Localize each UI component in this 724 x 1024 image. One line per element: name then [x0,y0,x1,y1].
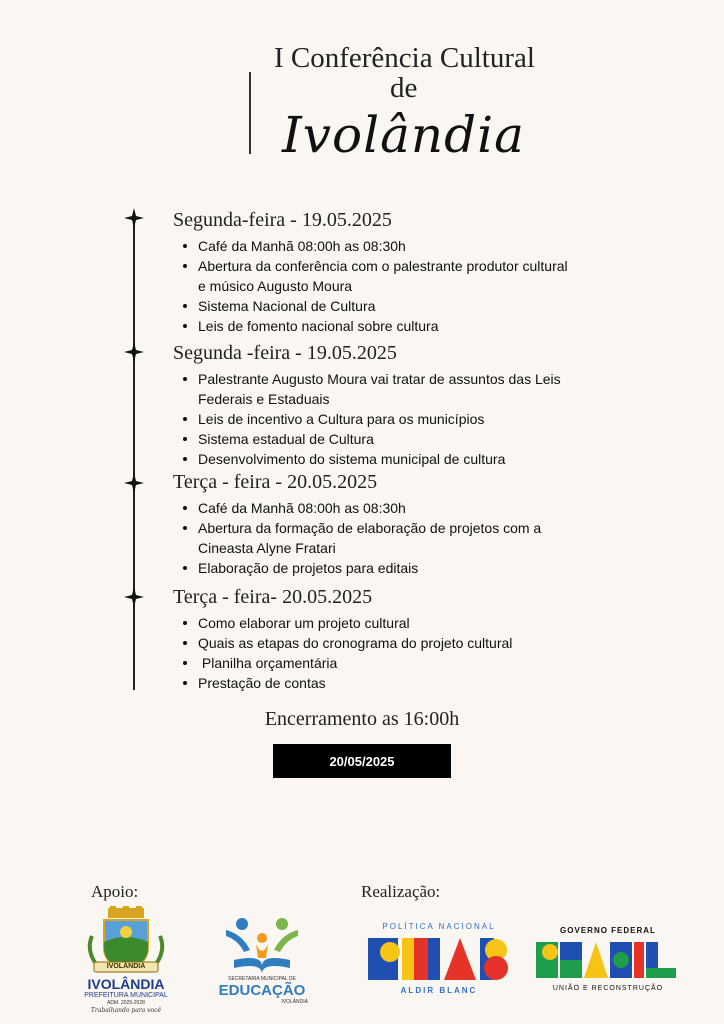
governo-top: GOVERNO FEDERAL [560,926,656,935]
educacao-logo [212,914,312,1010]
title-line-2: de [390,72,418,104]
realization-label: Realização: [361,882,441,901]
schedule-item: Sistema estadual de Cultura [173,429,568,449]
schedule-item: Desenvolvimento do sistema municipal de cultura [173,449,568,469]
schedule-item: Sistema Nacional de Cultura [173,296,568,316]
schedule-item: Abertura da formação de elaboração de projetos com a Cineasta Alyne Fratari [173,518,568,558]
title-city: Ivolândia [282,106,525,164]
schedule-day-1 [173,208,568,336]
governo-federal-logo [532,926,684,996]
ivolandia-name: IVOLÂNDIA [87,976,165,992]
schedule-item: Quais as etapas do cronograma do projeto cultural [173,633,568,653]
timeline-line [133,214,135,690]
schedule-item: Café da Manhã 08:00h as 08:30h [173,236,568,256]
schedule-items [173,369,568,469]
schedule-day-title: Segunda -feira - 19.05.2025 [173,342,397,364]
timeline-star-icon [124,473,144,493]
governo-bottom: UNIÃO E RECONSTRUÇÃO [552,985,664,992]
educacao-city: IVOLÂNDIA [281,999,308,1005]
schedule-item: Elaboração de projetos para editais [173,558,568,578]
schedule-item: Café da Manhã 08:00h as 08:30h [173,498,568,518]
schedule-item: Leis de fomento nacional sobre cultura [173,316,568,336]
schedule-item: Como elaborar um projeto cultural [173,613,568,633]
pnab-logo [366,922,512,998]
schedule-item: Prestação de contas [173,673,568,693]
schedule-day-title: Terça - feira - 20.05.2025 [173,471,378,493]
schedule-item: Abertura da conferência com o palestrante produtor cultural e músico Augusto Moura [173,256,568,296]
header-divider [249,72,251,154]
educacao-top: SECRETARIA MUNICIPAL DE [228,976,296,982]
pnab-bottom: ALDIR BLANC [400,986,478,995]
schedule-item: Planilha orçamentária [173,653,568,673]
timeline-star-icon [124,587,144,607]
ivolandia-years: ADM. 2025-2028 [107,1000,145,1006]
brasil-wordmark-icon [536,940,680,980]
education-people-book-icon [212,914,312,976]
timeline-star-icon [124,208,144,228]
schedule-items [173,236,568,336]
pnab-top: POLÍTICA NACIONAL [382,922,496,931]
schedule-day-2 [173,341,568,469]
closing-time: Encerramento as 16:00h [264,708,460,730]
pnab-wordmark-icon [368,934,510,984]
ivolandia-banner: IVOLÂNDIA [106,963,146,970]
schedule-item: Palestrante Augusto Moura vai tratar de assuntos das Leis Federais e Estaduais [173,369,568,409]
schedule-items [173,613,568,693]
timeline-star-icon [124,342,144,362]
title-line-1: I Conferência Cultural [274,42,535,74]
schedule-day-title: Terça - feira- 20.05.2025 [173,586,373,608]
schedule-items [173,498,568,578]
schedule-item: Leis de incentivo a Cultura para os municípios [173,409,568,429]
date-badge: 20/05/2025 [273,744,451,778]
schedule-day-title: Segunda-feira - 19.05.2025 [173,209,392,231]
educacao-name: EDUCAÇÃO [218,982,306,999]
support-label: Apoio: [91,882,139,901]
schedule-day-3 [173,470,568,578]
ivolandia-logo [78,906,174,1018]
ivolandia-subtitle: PREFEITURA MUNICIPAL [84,992,168,999]
ivolandia-motto: Trabalhando para você [90,1007,162,1014]
schedule-day-4 [173,585,568,693]
